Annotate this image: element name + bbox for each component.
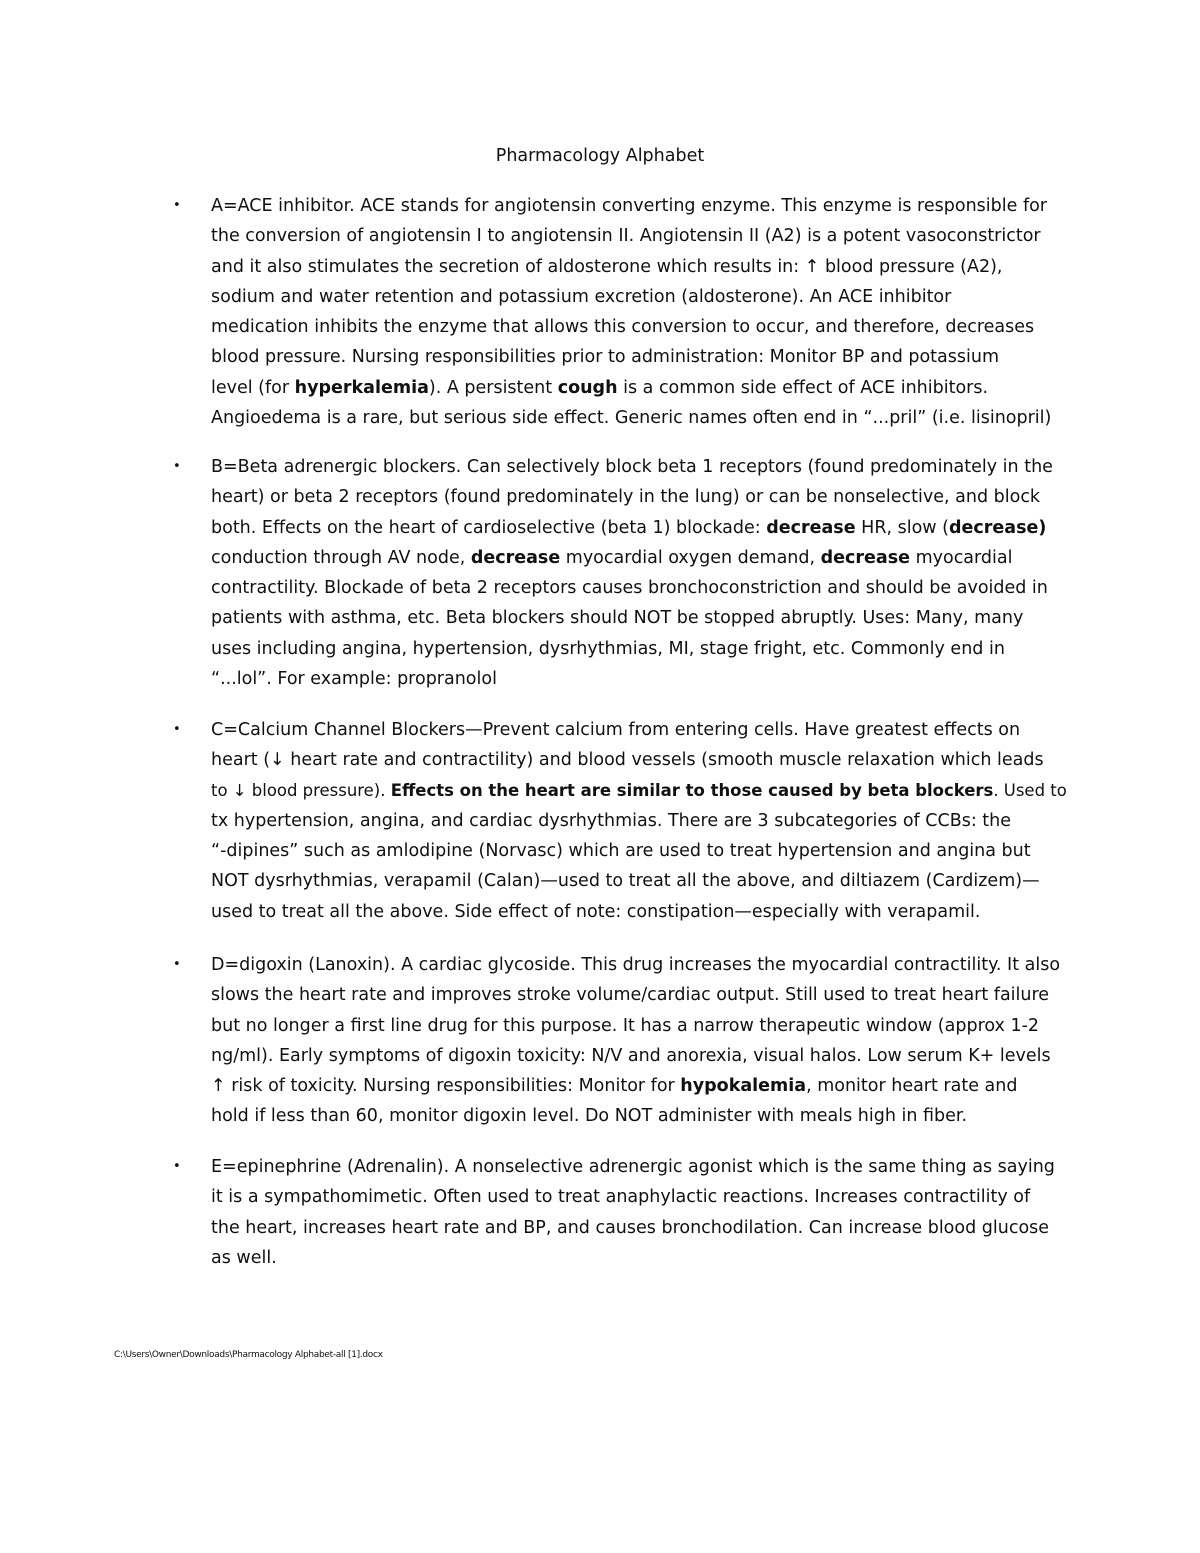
bold-term-decrease: decrease	[949, 517, 1039, 538]
list-item-ace-inhibitor	[173, 191, 1071, 433]
text-span: ↑ risk of toxicity. Nursing responsibilities: Monitor for	[211, 1076, 681, 1097]
bold-term-cough: cough	[557, 377, 618, 398]
text-span: to ↓ blood pressure).	[211, 780, 391, 800]
list-item-digoxin	[173, 950, 1071, 1132]
text-line: “-dipines” such as amlodipine (Norvasc) which are used to treat hypertension and angina but	[211, 841, 1031, 862]
text-span: . Used to	[993, 780, 1067, 800]
text-line: used to treat all the above. Side effect of note: constipation—especially with verapamil.	[211, 901, 981, 922]
text-line: as well.	[211, 1247, 277, 1268]
text-span: myocardial oxygen demand,	[560, 547, 821, 568]
text-line: “...lol”. For example: propranolol	[211, 669, 497, 690]
text-line: it is a sympathomimetic. Often used to treat anaphylactic reactions. Increases contractility of	[211, 1187, 1031, 1208]
text-line: patients with asthma, etc. Beta blockers should NOT be stopped abruptly. Uses: Many, many	[211, 608, 1024, 629]
bold-term-hypokalemia: hypokalemia	[680, 1076, 807, 1097]
text-line: C=Calcium Channel Blockers—Prevent calcium from entering cells. Have greatest effects on	[211, 720, 1021, 740]
text-span: )	[1038, 517, 1047, 538]
text-span: ). A persistent	[428, 377, 558, 398]
bold-statement: Effects on the heart are similar to those caused by beta blockers	[390, 780, 994, 800]
text-span: level (for	[211, 377, 295, 398]
text-line: NOT dysrhythmias, verapamil (Calan)—used to treat all the above, and diltiazem (Cardizem)—	[211, 871, 1040, 892]
text-line: but no longer a first line drug for this purpose. It has a narrow therapeutic window (approx 1-2	[211, 1015, 1040, 1036]
bullet-glyph: •	[173, 459, 181, 474]
text-span: , monitor heart rate and	[806, 1076, 1018, 1097]
bold-term-hyperkalemia: hyperkalemia	[294, 377, 429, 398]
list-item-epinephrine	[173, 1152, 1071, 1273]
bullet-glyph: •	[173, 198, 181, 213]
text-line	[211, 1071, 1071, 1101]
footer-file-path: C:\Users\Owner\Downloads\Pharmacology Alphabet-all [1].docx	[114, 1350, 383, 1360]
text-line: the conversion of angiotensin I to angiotensin II. Angiotensin II (A2) is a potent vasoconstrictor	[211, 226, 1041, 247]
text-line: slows the heart rate and improves stroke volume/cardiac output. Still used to treat heart failure	[211, 985, 1050, 1006]
bullet-glyph: •	[173, 957, 181, 972]
bullet-glyph: •	[173, 722, 181, 737]
text-line: A=ACE inhibitor. ACE stands for angiotensin converting enzyme. This enzyme is responsible for	[211, 196, 1048, 216]
document-title: Pharmacology Alphabet	[495, 146, 705, 166]
text-line	[211, 543, 1071, 573]
text-line: sodium and water retention and potassium excretion (aldosterone). An ACE inhibitor	[211, 286, 952, 307]
text-span: myocardial	[910, 547, 1013, 568]
text-span: HR, slow (	[855, 517, 950, 538]
text-line: ng/ml). Early symptoms of digoxin toxicity: N/V and anorexia, visual halos. Low serum K+ levels	[211, 1045, 1051, 1066]
text-line: hold if less than 60, monitor digoxin level. Do NOT administer with meals high in fiber.	[211, 1106, 968, 1127]
text-line	[211, 373, 1071, 403]
text-span: both. Effects on the heart of cardioselective (beta 1) blockade:	[211, 517, 767, 538]
text-line: tx hypertension, angina, and cardiac dysrhythmias. There are 3 subcategories of CCBs: the	[211, 810, 1012, 831]
text-line: E=epinephrine (Adrenalin). A nonselective adrenergic agonist which is the same thing as saying	[211, 1157, 1055, 1177]
text-line: Angioedema is a rare, but serious side effect. Generic names often end in “...pril” (i.e. lisinopril)	[211, 408, 1052, 429]
text-line: blood pressure. Nursing responsibilities prior to administration: Monitor BP and potassium	[211, 347, 999, 368]
text-line: contractility. Blockade of beta 2 receptors causes bronchoconstriction and should be avoided in	[211, 578, 1048, 599]
text-line: D=digoxin (Lanoxin). A cardiac glycoside. This drug increases the myocardial contractility. It also	[211, 955, 1061, 975]
text-line	[211, 513, 1071, 543]
text-span: is a common side effect of ACE inhibitors.	[617, 377, 989, 398]
text-line: heart (↓ heart rate and contractility) and blood vessels (smooth muscle relaxation which leads	[211, 750, 1044, 771]
text-span: conduction through AV node,	[211, 547, 471, 568]
bold-term-decrease: decrease	[470, 547, 561, 568]
text-line: and it also stimulates the secretion of aldosterone which results in: ↑ blood pressure (A2),	[211, 256, 1003, 277]
bold-term-decrease: decrease	[766, 517, 856, 538]
list-item-calcium-channel-blockers	[173, 715, 1071, 927]
text-line: B=Beta adrenergic blockers. Can selectively block beta 1 receptors (found predominately in the	[211, 457, 1053, 477]
text-line: medication inhibits the enzyme that allows this conversion to occur, and therefore, decreases	[211, 317, 1035, 338]
bold-term-decrease: decrease	[820, 547, 911, 568]
text-line: uses including angina, hypertension, dysrhythmias, MI, stage fright, etc. Commonly end in	[211, 638, 1005, 659]
text-line	[211, 776, 1071, 806]
text-line: heart) or beta 2 receptors (found predominately in the lung) or can be nonselective, and block	[211, 487, 1041, 508]
text-line: the heart, increases heart rate and BP, and causes bronchodilation. Can increase blood glucose	[211, 1217, 1050, 1238]
list-item-beta-blockers	[173, 452, 1071, 694]
bullet-glyph: •	[173, 1159, 181, 1174]
